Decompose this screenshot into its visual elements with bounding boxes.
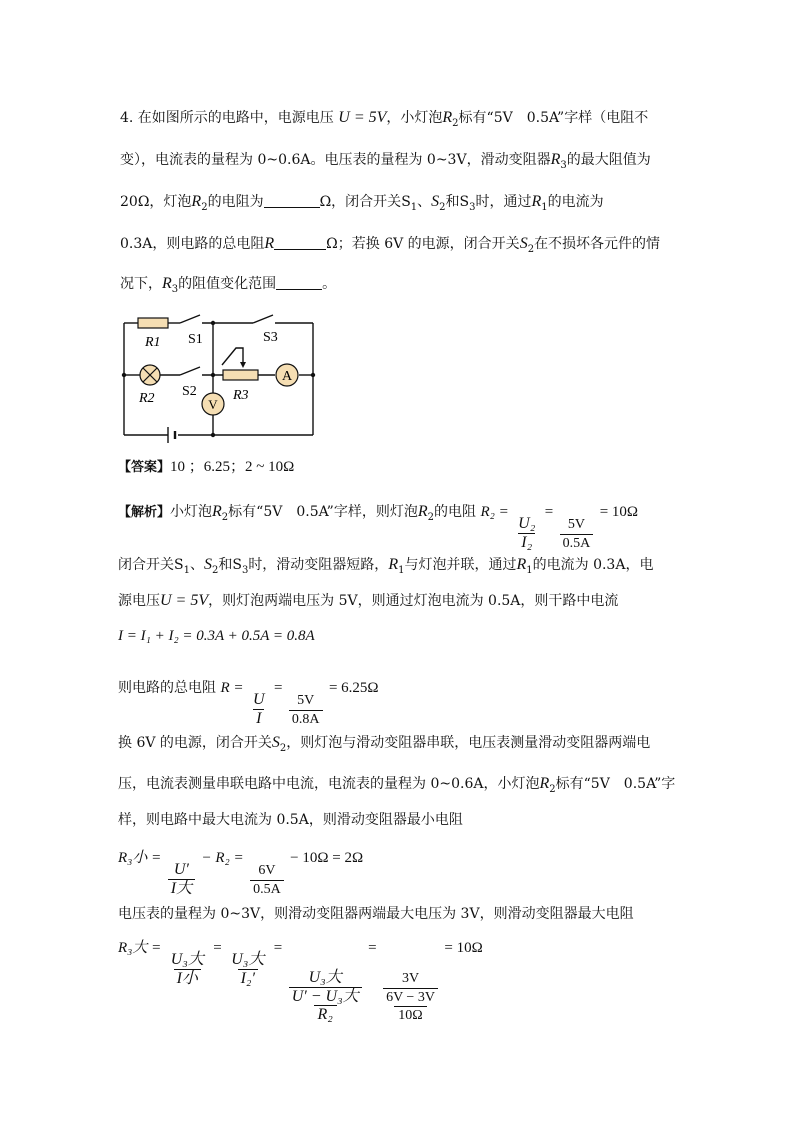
label-s3: S3 bbox=[263, 330, 278, 345]
label-r3: R3 bbox=[233, 388, 249, 403]
analysis-line-10: 电压表的量程为 0~3V，则滑动变阻器两端最大电压为 3V，则滑动变阻器最大电阻 bbox=[118, 906, 634, 922]
resistor-r1 bbox=[138, 318, 168, 328]
voltmeter bbox=[202, 393, 224, 415]
answer-blank-1[interactable] bbox=[264, 193, 320, 208]
ammeter bbox=[276, 364, 298, 386]
analysis-line-7: 压，电流表测量串联电路中电流，电流表的量程为 0~0.6A，小灯泡$R_2$标有“5V 0.5A”字 bbox=[118, 775, 676, 795]
answer-line: 【答案】10 ；6.25；2 ~ 10Ω bbox=[118, 459, 295, 475]
circuit-diagram bbox=[118, 310, 323, 445]
analysis-formula-rmax: R₃大 = $\frac{\text{U₃大}}{\text{I小}}$ = $\frac{\text{U₃大}}{\text{I₂′}}$ = U₃大 U′ − U₃大 R₂ = 3V 6V − 3V 10Ω = 10Ω bbox=[118, 940, 483, 1023]
analysis-line-1: 【解析】小灯泡$R_2$标有“5V 0.5A”字样，则灯泡$R_2$的电阻 R₂ = $\frac{\text{U₂}}{\text{I₂}}$ = $\frac{5V}{0.5A}$ = 10Ω bbox=[118, 503, 639, 551]
question-line-3: 20Ω，灯泡$R_2$的电阻为 Ω，闭合开关$S_1$、$S_2$和$S_3$时，通过$R_1$的电流为 bbox=[120, 193, 604, 213]
analysis-formula-rmin: R₃小 = $\frac{U'}{\text{I大}}$ − R₂ = $\frac{6V}{0.5A}$ − 10Ω = 2Ω bbox=[118, 850, 364, 897]
label-s2: S2 bbox=[182, 384, 197, 399]
answer-blank-3[interactable] bbox=[276, 275, 322, 290]
question-line-5: 况下，$R_3$的阻值变化范围 。 bbox=[120, 275, 337, 295]
battery bbox=[168, 427, 175, 443]
label-r2: R2 bbox=[139, 391, 155, 406]
analysis-formula-current: I = I₁ + I₂ = 0.3A + 0.5A = 0.8A bbox=[118, 628, 315, 644]
svg-text:A: A bbox=[281, 369, 293, 384]
question-line-4: 0.3A，则电路的总电阻R Ω；若换 6V 的电源，闭合开关$S_2$在不损坏各元件的情 bbox=[120, 235, 661, 255]
analysis-line-8: 样，则电路中最大电流为 0.5A，则滑动变阻器最小电阻 bbox=[118, 812, 463, 828]
svg-text:V: V bbox=[208, 397, 218, 412]
question-line-2: 变），电流表的量程为 0~0.6A。电压表的量程为 0~3V，滑动变阻器$R_3$的最大阻值为 bbox=[120, 151, 651, 171]
lamp-r2 bbox=[140, 365, 160, 385]
label-s1: S1 bbox=[188, 332, 203, 347]
rheostat-r3 bbox=[223, 370, 258, 380]
answer-blank-2[interactable] bbox=[274, 235, 326, 250]
analysis-line-2: 闭合开关$S_1$、$S_2$和$S_3$时，滑动变阻器短路，$R_1$与灯泡并联，通过$R_1$的电流为 0.3A，电 bbox=[118, 556, 654, 576]
analysis-line-5: 则电路的总电阻 R = $\frac{U}{I}$ = $\frac{5V}{0.8A}$ = 6.25Ω bbox=[118, 680, 379, 727]
question-line-1: 4. 在如图所示的电路中，电源电压 U = 5V，小灯泡$R_2$标有“5V 0.5A”字样（电阻不 bbox=[120, 109, 649, 129]
label-r1: R1 bbox=[145, 335, 161, 350]
analysis-line-6: 换 6V 的电源，闭合开关$S_2$，则灯泡与滑动变阻器串联，电压表测量滑动变阻器两端电 bbox=[118, 734, 651, 754]
analysis-line-3: 源电压U = 5V，则灯泡两端电压为 5V，则通过灯泡电流为 0.5A，则干路中电流 bbox=[118, 592, 619, 609]
